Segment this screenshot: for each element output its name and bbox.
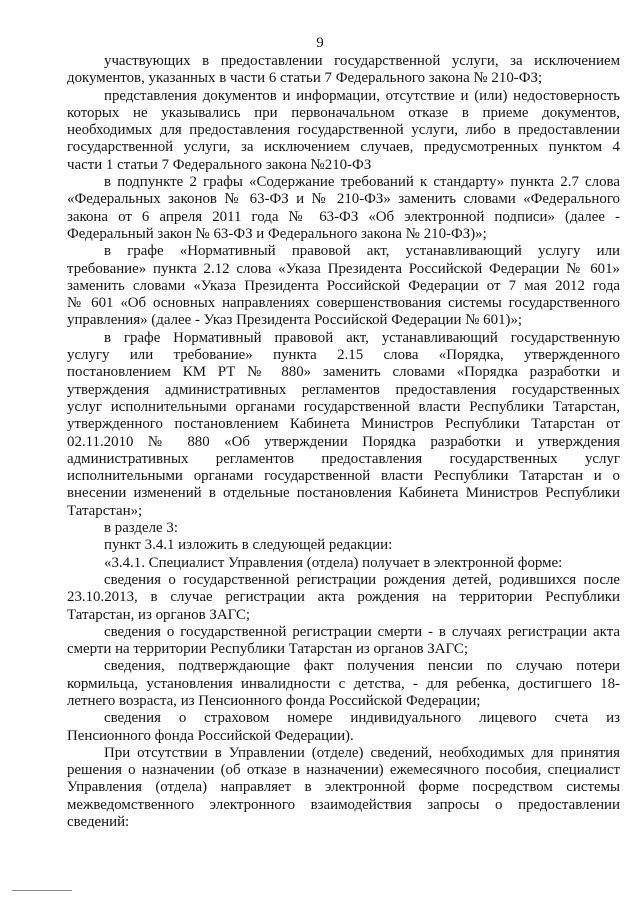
text-line: в графе «Нормативный правовой акт, устанавливающий услугу или	[104, 243, 620, 260]
text-line: в разделе 3:	[104, 520, 178, 537]
text-line: административных регламентов предоставления государственных услуг	[67, 450, 620, 467]
text-line: При отсутствии в Управлении (отделе) сведений, необходимых для принятия	[104, 744, 620, 761]
text-line: закона от 6 апреля 2011 года № 63-ФЗ «Об электронной подписи» (далее -	[67, 208, 620, 225]
text-line: Федеральный закон № 63-ФЗ и Федерального закона № 210-ФЗ)»;	[67, 225, 487, 242]
text-line: части 1 статьи 7 Федерального закона №210-ФЗ	[67, 156, 372, 173]
text-line: Татарстан»;	[67, 502, 143, 519]
paragraph	[67, 520, 620, 537]
text-line: исполнительными органами государственной власти Республики Татарстан и о	[67, 468, 620, 485]
text-line: требование» пункта 2.12 слова «Указа Президента Российской Федерации № 601»	[67, 260, 620, 277]
paragraph	[67, 745, 620, 831]
text-line: участвующих в предоставлении государственной услуги, за исключением	[104, 53, 620, 69]
text-line: необходимых для предоставления государственной услуги, либо в предоставлении	[67, 122, 620, 139]
text-line: утверждения административных регламентов предоставления государственных	[67, 381, 620, 398]
text-line: утвержденного постановлением Кабинета Министров Республики Татарстан от	[67, 416, 620, 433]
text-line: сведения о государственной регистрации смерти - в случаях регистрации акта	[104, 623, 620, 640]
text-line: сведений:	[67, 814, 130, 831]
text-line: представления документов и информации, отсутствие и (или) недостоверность	[104, 87, 620, 104]
text-line: межведомственного электронного взаимодействия запросы о предоставлении	[67, 796, 620, 813]
text-line: документов, указанных в части 6 статьи 7 Федерального закона № 210-ФЗ;	[67, 70, 543, 87]
text-line: государственной услуги, за исключением случаев, предусмотренных пунктом 4	[67, 139, 620, 156]
text-line: сведения о страховом номере индивидуального лицевого счета из	[104, 710, 620, 727]
document-body	[67, 53, 620, 831]
text-line: сведения о государственной регистрации рождения детей, родившихся после	[104, 571, 620, 588]
text-line: № 601 «Об основных направлениях совершенствования системы государственного	[67, 295, 620, 312]
paragraph	[67, 243, 620, 329]
text-line: смерти на территории Республики Татарстан из органов ЗАГС;	[67, 641, 468, 658]
paragraph	[67, 88, 620, 174]
text-line: Управления (отдела) направляет в электронной форме посредством системы	[67, 779, 620, 796]
paragraph	[67, 537, 620, 554]
footnote-rule	[12, 890, 72, 891]
text-line: «3.4.1. Специалист Управления (отдела) получает в электронной форме:	[104, 554, 563, 571]
text-line: услуг исполнительными органами государственной власти Республики Татарстан,	[67, 398, 620, 415]
paragraph	[67, 174, 620, 243]
text-line: в графе Нормативный правовой акт, устанавливающий государственную	[104, 329, 620, 346]
paragraph	[67, 53, 620, 88]
paragraph	[67, 658, 620, 710]
text-line: постановлением КМ РТ № 880» заменить словами «Порядка разработки и	[67, 364, 620, 381]
paragraph	[67, 555, 620, 572]
text-line: Татарстан, из органов ЗАГС;	[67, 606, 251, 623]
paragraph	[67, 330, 620, 520]
text-line: внесении изменений в отдельные постановления Кабинета Министров Республики	[67, 485, 620, 502]
text-line: управления» (далее - Указ Президента Российской Федерации № 601)»;	[67, 312, 523, 329]
text-line: Пенсионного фонда Российской Федерации).	[67, 727, 354, 744]
text-line: заменить словами «Указа Президента Российской Федерации от 7 мая 2012 года	[67, 277, 620, 294]
paragraph	[67, 572, 620, 624]
text-line: летнего возраста, из Пенсионного фонда Российской Федерации;	[67, 692, 481, 709]
text-line: пункт 3.4.1 изложить в следующей редакции:	[104, 537, 393, 554]
text-line: решения о назначении (об отказе в назначении) ежемесячного пособия, специалист	[67, 762, 620, 779]
text-line: 23.10.2013, в случае регистрации акта рождения на территории Республики	[67, 589, 620, 606]
text-line: которых не указывались при первоначальном отказе в приеме документов,	[67, 104, 620, 121]
paragraph	[67, 624, 620, 659]
page-number: 9	[316, 35, 324, 51]
text-line: кормильца, установления инвалидности с детства, - для ребенка, достигшего 18-	[67, 675, 620, 692]
paragraph	[67, 710, 620, 745]
text-line: 02.11.2010 № 880 «Об утверждении Порядка разработки и утверждения	[67, 433, 620, 450]
text-line: «Федеральных законов № 63-ФЗ и № 210-ФЗ» заменить словами «Федерального	[67, 191, 620, 208]
text-line: услугу или требование» пункта 2.15 слова «Порядка, утвержденного	[67, 347, 620, 364]
text-line: в подпункте 2 графы «Содержание требований к стандарту» пункта 2.7 слова	[104, 174, 620, 191]
text-line: сведения, подтверждающие факт получения пенсии по случаю потери	[104, 658, 620, 675]
